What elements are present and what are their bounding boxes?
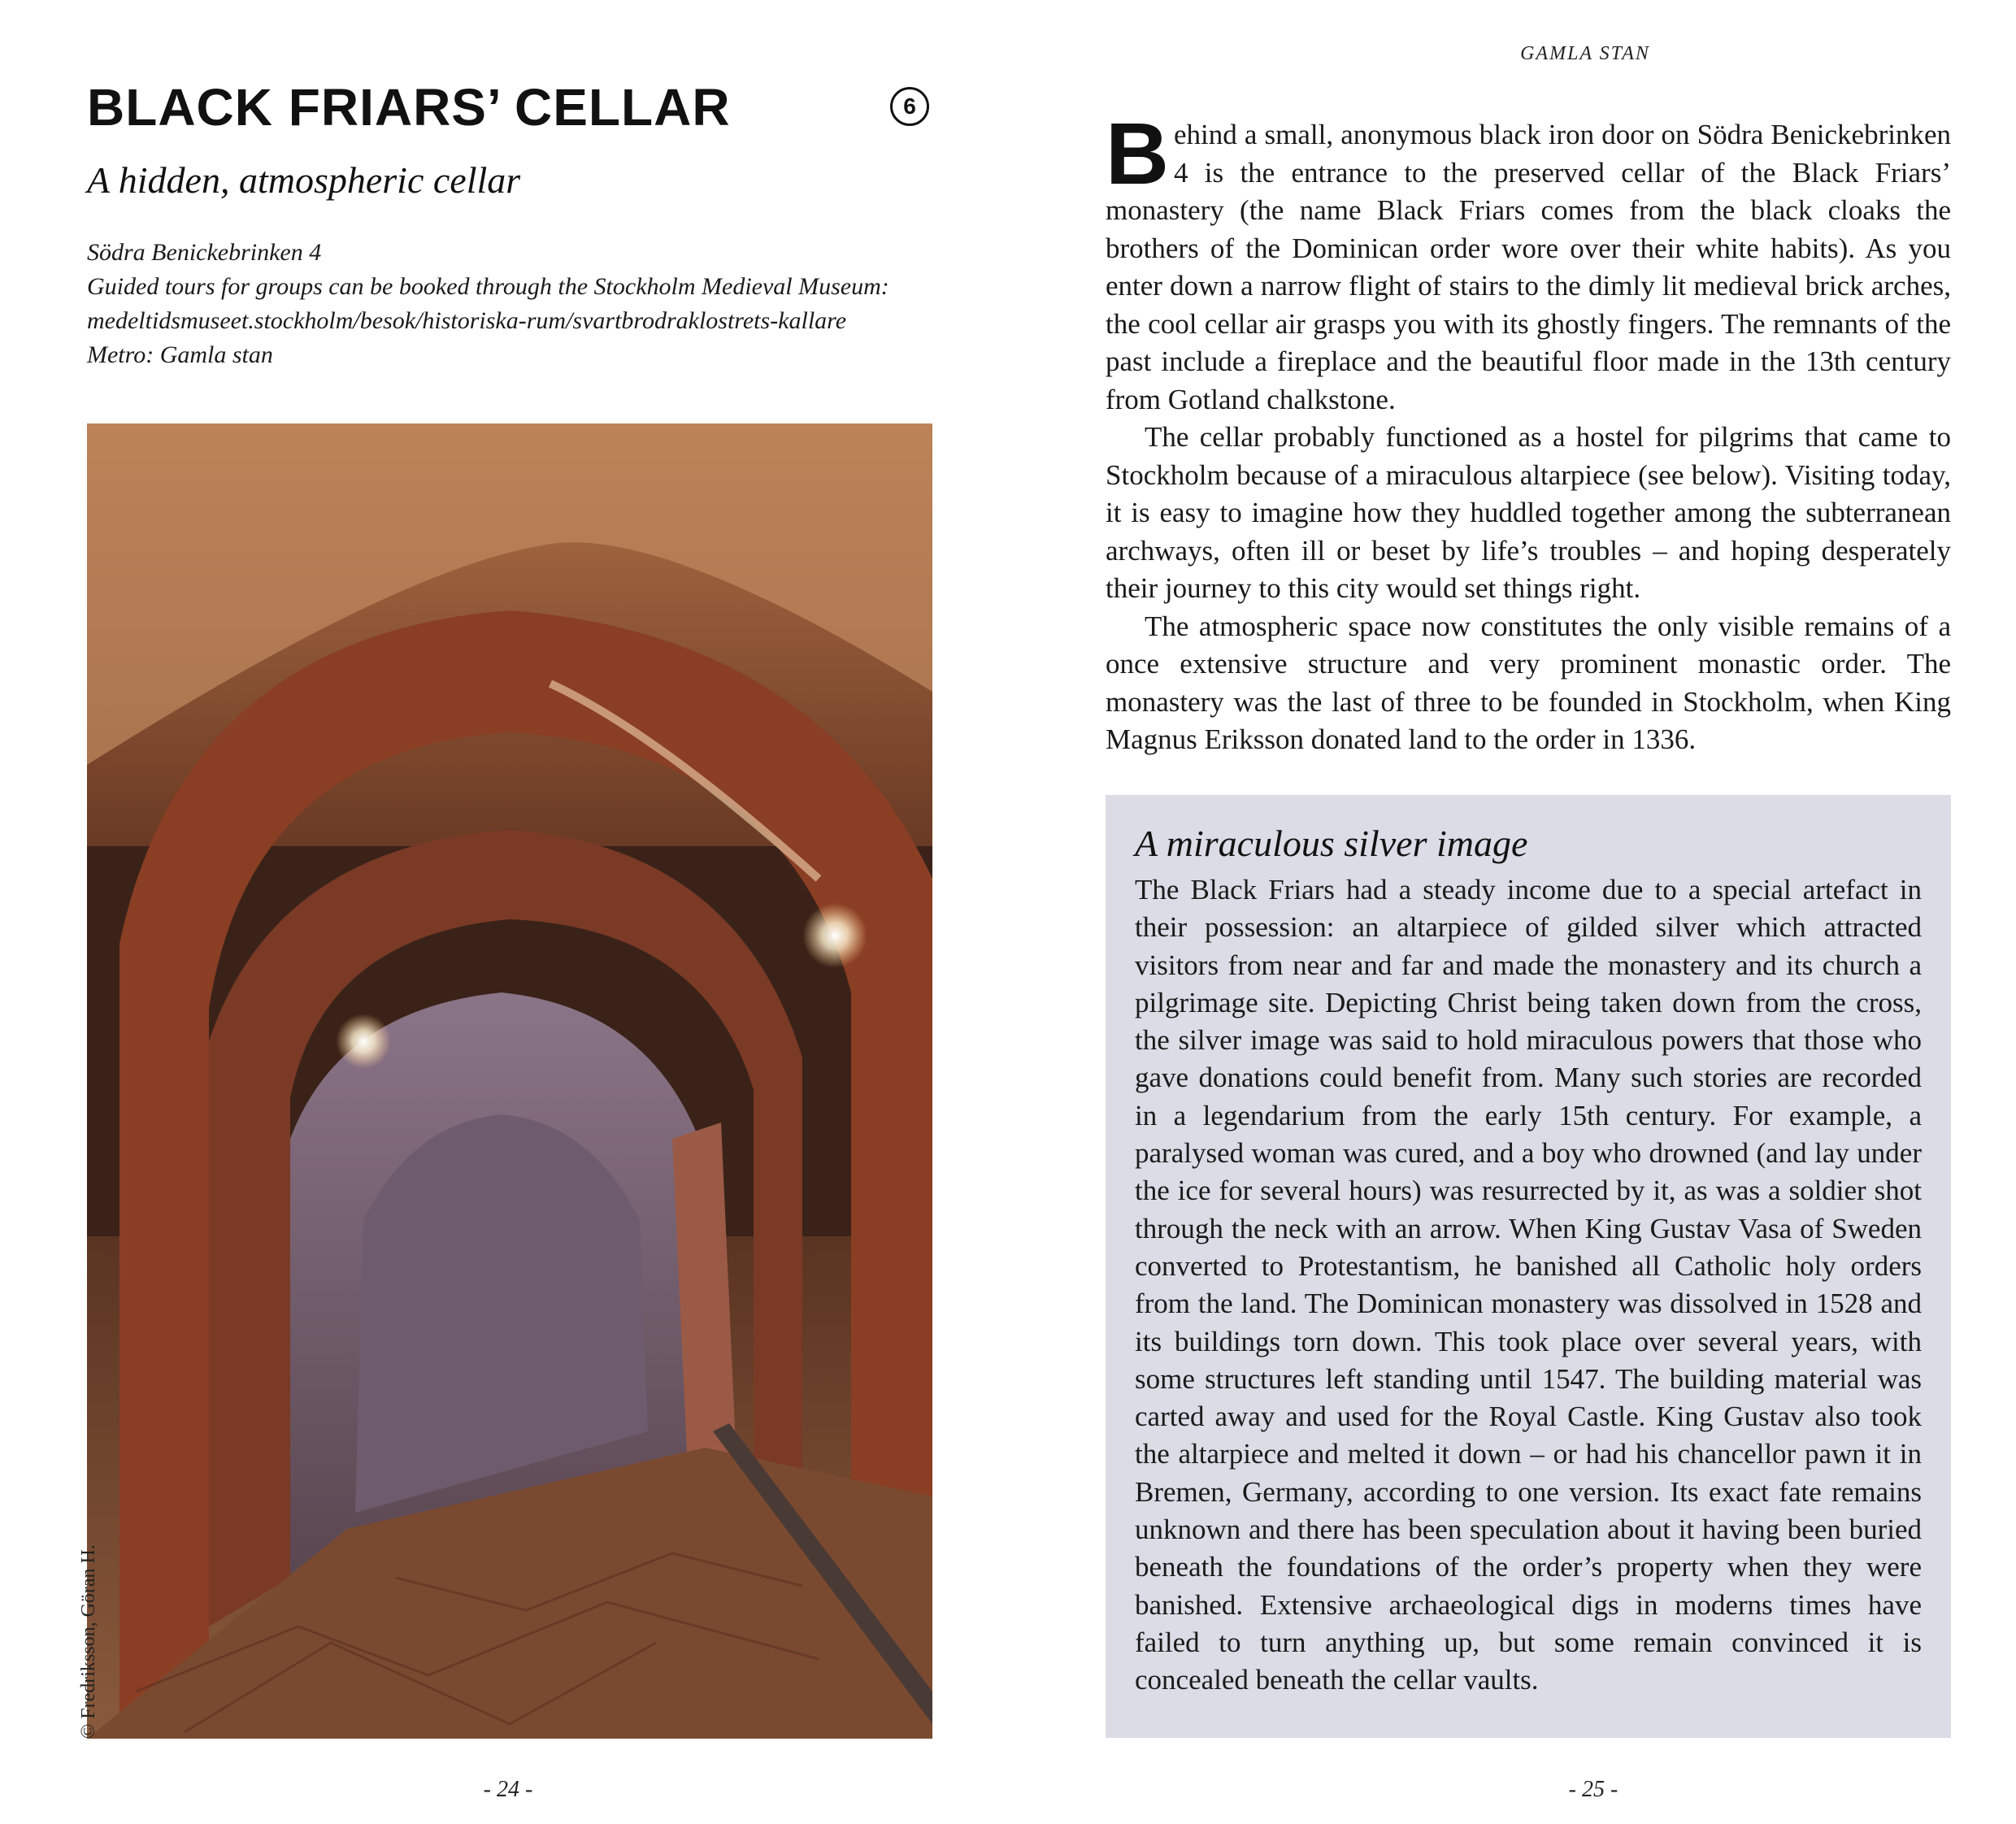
photo-credit: © Fredriksson, Göran H.: [78, 1544, 99, 1739]
right-page: [1008, 0, 2016, 1824]
metro-info: Metro: Gamla stan: [87, 341, 273, 368]
paragraph-2: The cellar probably functioned as a hostel for pilgrims that came to Stockholm because of a miraculous altarpiece (see below). Visiting today, it is easy to imagine how they huddled together among the subterranean archways, often ill or beset by life’s troubles – and hoping desperately their journey to this city would set things right.: [1106, 421, 1951, 604]
main-text: [1106, 104, 1951, 759]
page-number-left: - 24 -: [483, 1777, 533, 1802]
sidebar-box: [1106, 795, 1951, 1738]
paragraph-3: The atmospheric space now constitutes the only visible remains of a once extensive structure and very prominent monastic order. The monastery was the last of three to be founded in Stockholm, when King Magnus Eriksson donated land to the order in 1336.: [1106, 610, 1951, 755]
address: Södra Benickebrinken 4: [87, 239, 322, 266]
cellar-photo-illustration: [87, 423, 932, 1739]
page-number-right: - 25 -: [1568, 1777, 1618, 1802]
drop-cap: B: [1106, 104, 1169, 202]
paragraph-1: [1106, 104, 1951, 419]
paragraph-1-text: ehind a small, anonymous black iron door on Södra Benickebrinken 4 is the entrance to the preserved cellar of the Black Friars’ monastery (the name Black Friars comes from the black cloaks the brothers of the Dominican order wore over their white habits). As you enter down a narrow flight of stairs to the dimly lit medieval brick arches, the cool cellar air grasps you with its ghostly fingers. The remnants of the past include a fireplace and the beautiful floor made in the 13th century from Gotland chalkstone.: [1106, 119, 1951, 415]
museum-url: medeltidsmuseet.stockholm/besok/historiska-rum/svartbrodraklostrets-kallare: [87, 307, 847, 334]
running-head: GAMLA STAN: [1520, 43, 1650, 64]
tours-info: Guided tours for groups can be booked through the Stockholm Medieval Museum:: [87, 273, 889, 300]
entry-number-badge: 6: [890, 87, 929, 126]
article-title: BLACK FRIARS’ CELLAR: [87, 78, 731, 137]
article-subtitle: A hidden, atmospheric cellar: [87, 159, 521, 201]
practical-info: [87, 236, 949, 372]
sidebar-text: The Black Friars had a steady income due to a special artefact in their possession: an altarpiece of gilded silver which attracted visitors from near and far and made the monastery and its church a pilgrimage site. Depicting Christ being taken down from the cross, the silver image was said to hold miraculous powers that those who gave donations could benefit from. Many such stories are recorded in a legendarium from the early 15th century. For example, a paralysed woman was cured, and a boy who drowned (and lay under the ice for several hours) was resurrected by it, as was a soldier shot through the neck with an arrow. When King Gustav Vasa of Sweden converted to Protestantism, he banished all Catholic holy orders from the land. The Dominican monastery was dissolved in 1528 and its buildings torn down. This took place over several years, with some structures left standing until 1547. The building material was carted away and used for the Royal Castle. King Gustav also took the altarpiece and melted it down – or had his chancellor pawn it in Bremen, Germany, according to one version. Its exact fate remains unknown and there has been speculation about it having been buried beneath the foundations of the order’s property when they were banished. Extensive archaeological digs in moderns times have failed to turn anything up, but some remain convinced it is concealed beneath the cellar vaults.: [1135, 874, 1922, 1696]
cellar-photo: [87, 423, 932, 1739]
sidebar-heading: A miraculous silver image: [1135, 823, 1528, 864]
